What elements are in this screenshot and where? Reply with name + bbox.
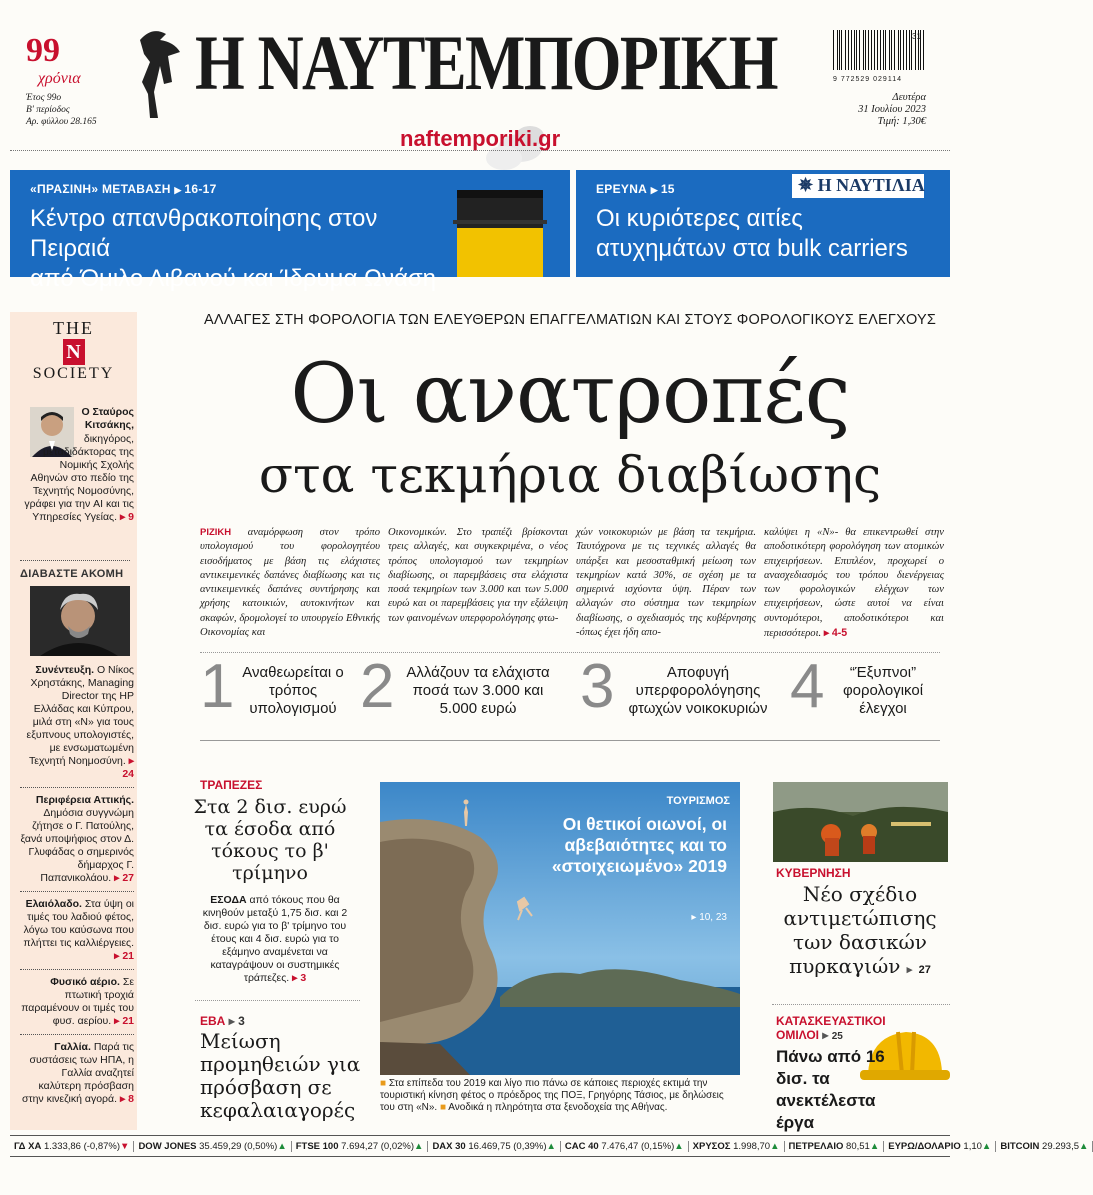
ticker-value: 1,10	[963, 1140, 982, 1152]
key-point	[360, 652, 570, 724]
columnist-page: 9	[128, 511, 134, 523]
ticker-item	[134, 1141, 291, 1152]
read-more-item-text: Παρά τις συστάσεις των ΗΠΑ, η Γαλλία αναζητεί καλύτερη πρόσβαση στην κινεζική αγορά.	[21, 1041, 134, 1105]
eva-headline[interactable]: Μείωση προμηθειών για πρόσβαση σε κεφαλαιαγορές	[200, 1029, 361, 1122]
columnist-blurb[interactable]: δικηγόρος, μεταδιδάκτορας της Νομικής Σχολής Αθηνών στο πεδίο της Τεχνητής Νομοσύνης, γράφει για την AI και τις Υπηρεσίες Υγείας. ▸ 9	[24, 433, 134, 523]
society-the: THE	[53, 318, 94, 338]
barcode-bar	[889, 30, 890, 70]
ticker-label: BITCOIN	[1000, 1140, 1040, 1152]
key-point-number: 4	[790, 652, 825, 721]
masthead	[0, 0, 960, 162]
construction-tag: ΚΑΤΑΣΚΕΥΑΣΤΙΚΟΙ ΟΜΙΛΟΙ ▸ 25	[776, 1014, 886, 1042]
right-divider	[772, 1004, 950, 1005]
ticker-item	[561, 1141, 689, 1152]
banks-body: ΕΣΟΔΑ από τόκους που θα κινηθούν μεταξύ 1,75 δισ. και 2 δισ. ευρώ για το β' τρίμηνο του έτους και 4 δισ. ευρώ για το εξάμηνο αναμένεται να καταγράψουν οι συστημικές τράπεζες. ▸ 3	[202, 894, 348, 984]
ticker-value: 1.998,70	[733, 1140, 771, 1152]
story-column-4: καλύψει η «Ν»- θα επικεντρωθεί στην αποδοτικότερη φορολόγηση των ατομικών επιχειρήσεων. Επιπλέον, προχωρεί ο ανασχεδιασμός του τρόπου διενέργειας των φορολογικών ελέγχων των επιχειρήσεων, ώστε αυτοί να είναι συντομότεροι, αποδοτικότεροι και περισσότεροι. ▸ 4-5	[764, 527, 944, 640]
story-lead-word: ΡΙΖΙΚΗ	[200, 527, 232, 538]
arrow-right-icon: ▸	[691, 912, 697, 923]
society-word: SOCIETY	[32, 365, 115, 382]
ticker-item	[996, 1141, 1093, 1152]
story-page: 4-5	[831, 627, 848, 640]
read-more-item-title: Φυσικό αέριο.	[50, 976, 120, 988]
date-block	[800, 92, 926, 128]
read-more-item-page: 21	[122, 1015, 134, 1027]
barcode-bar	[833, 30, 834, 70]
ticker-value: 35.459,29 (0,50%)	[199, 1140, 278, 1152]
story-column-3: χών νοικοκυριών με βάση τα τεκμήρια. Ταυτόχρονα με τις τεχνικές αλλαγές θα υπάρξει και μεσοσταθμική μείωση των τεκμηρίων κατά 30%, σε σχέση με τα σημερινά ισχύοντα ύψη. Πέραν των αλλαγών στο σύστημα των τεκμηρίων διαβίωσης, ο σχεδιασμός της κυβέρνησης -όπως έχει ήδη απο-	[576, 527, 756, 639]
read-more-item[interactable]	[20, 794, 134, 892]
arrow-down-icon: ▼	[120, 1140, 130, 1152]
key-point-text: Αποφυγή υπερφορολόγησης φτωχών νοικοκυριών	[628, 664, 768, 717]
anniversary-number: 99	[26, 32, 60, 69]
ticker-item	[884, 1141, 996, 1152]
arrow-up-icon: ▲	[674, 1140, 684, 1152]
issue-price: Τιμή: 1,30€	[877, 116, 926, 127]
arrow-right-icon: ▶	[174, 185, 185, 195]
banner-tag-label: ΕΡΕΥΝΑ	[596, 182, 648, 196]
columnist-name: Ο Σταύρος Κιτσάκης,	[81, 406, 134, 431]
read-more-item-text: Ο Νίκος Χρηστάκης, Managing Director της HP Ελλάδας και Κύπρου, μιλά στη «Ν» για τους εξυπνους υπολογιστές, με ενσωματωμένη Τεχνητή Νοημοσύνη.	[26, 664, 134, 767]
barcode-bar	[903, 30, 904, 70]
wildfire-photo	[773, 782, 948, 862]
ticker-item	[10, 1141, 134, 1152]
arrow-right-icon: ▸	[119, 511, 126, 523]
ticker-label: ΧΡΥΣΟΣ	[692, 1140, 731, 1152]
ship-wheel-icon: ✵	[798, 175, 814, 195]
key-point-text: “Έξυπνοι” φορολογικοί έλεγχοι	[842, 664, 924, 717]
ticker-item	[785, 1141, 885, 1152]
main-subheadline[interactable]: στα τεκμήρια διαβίωσης	[258, 446, 882, 504]
arrow-up-icon: ▲	[277, 1140, 287, 1152]
banner-title	[596, 204, 946, 264]
read-more-item-title: Περιφέρεια Αττικής.	[35, 794, 134, 806]
ticker-item	[428, 1141, 560, 1152]
tourism-page: ▸ 10, 23	[691, 912, 727, 923]
ship-funnel-image	[445, 190, 555, 277]
ticker-value: 7.694,27 (0,02%)	[341, 1140, 415, 1152]
barcode-bar	[880, 30, 881, 70]
read-more-item-page: 27	[122, 872, 134, 884]
arrow-right-icon: ▸	[823, 628, 830, 640]
shipping-section-label	[792, 174, 924, 198]
read-more-item[interactable]	[20, 898, 134, 970]
barcode-bar	[894, 30, 895, 70]
arrow-up-icon: ▲	[546, 1140, 556, 1152]
ticker-label: CAC 40	[564, 1140, 599, 1152]
banner-tag	[30, 182, 217, 196]
arrow-up-icon: ▲	[414, 1140, 424, 1152]
read-more-heading: ΔΙΑΒΑΣΤΕ ΑΚΟΜΗ	[20, 568, 124, 580]
read-more-item-title: Συνέντευξη.	[35, 664, 95, 676]
banner-page: 16-17	[184, 182, 217, 196]
interview-photo	[30, 586, 130, 656]
read-more-item-page: 21	[122, 950, 134, 962]
issue-day: Δευτέρα	[892, 92, 926, 103]
barcode-bar	[868, 30, 869, 70]
government-headline[interactable]: Νέο σχέδιο αντιμετώπισης των δασικών πυρκαγιών ▸ 27	[783, 882, 937, 978]
issue-year: Έτος 99ο	[26, 93, 62, 103]
issue-date: 31 Ιουλίου 2023	[858, 104, 926, 115]
arrow-right-icon: ▸	[906, 964, 913, 976]
issue-number: Αρ. φύλλου 28.165	[26, 117, 97, 127]
anniversary-label: χρόνια	[38, 70, 81, 87]
banner-page: 15	[660, 182, 675, 196]
ticker-label: DAX 30	[432, 1140, 466, 1152]
ticker-label: ΓΔ ΧΑ	[14, 1140, 42, 1152]
banner-title-line1: Οι κυριότερες αιτίες	[596, 205, 803, 232]
banner-title-line2: από Όμιλο Λιβανού και Ίδρυμα Ωνάση	[30, 265, 436, 292]
ticker-value: 29.293,5	[1042, 1140, 1080, 1152]
tourism-caption: ■ Στα επίπεδα του 2019 και λίγο πιο πάνω σε κάποιες περιοχές εκτιμά την τουριστική κίνηση φέτος ο πρόεδρος της ΠΟΞ, Γρηγόρης Τάσιος, με δηλώσεις του στη «Ν». ■ Ανοδικά η πληρότητα στα ξενοδοχεία της Αθήνας.	[380, 1078, 724, 1113]
issue-info	[26, 92, 97, 128]
key-point-text: Αλλάζουν τα ελάχιστα ποσά των 3.000 και 5.000 ευρώ	[406, 664, 550, 717]
arrow-right-icon: ▸	[822, 1028, 829, 1042]
website-link[interactable]: naftemporiki.gr	[400, 126, 561, 151]
arrow-right-icon: ▸	[114, 950, 120, 962]
arrow-right-icon: ▸	[292, 972, 298, 984]
ticker-item	[689, 1141, 785, 1152]
masthead-divider	[10, 150, 950, 151]
issue-period: Β' περίοδος	[26, 105, 70, 115]
banks-headline[interactable]: Στα 2 δισ. ευρώ τα έσοδα από τόκους το β' τρίμηνο	[193, 796, 347, 884]
banks-tag: ΤΡΑΠΕΖΕΣ	[200, 778, 263, 792]
banks-lead-word: ΕΣΟΔΑ	[210, 894, 247, 906]
bullet-square-icon: ■	[439, 1102, 447, 1113]
arrow-up-icon: ▲	[869, 1140, 880, 1152]
key-point	[200, 652, 360, 724]
arrow-up-icon: ▲	[1079, 1140, 1089, 1152]
construction-page: 25	[831, 1031, 843, 1042]
arrow-right-icon: ▸	[128, 755, 134, 767]
arrow-up-icon: ▲	[981, 1140, 992, 1152]
construction-headline[interactable]: Πάνω από 16 δισ. τα ανεκτέλεστα έργα	[776, 1047, 885, 1132]
key-point-number: 3	[580, 652, 615, 721]
ticker-label: FTSE 100	[295, 1140, 339, 1152]
ticker-value: 7.476,47 (0,15%)	[601, 1140, 675, 1152]
society-logo	[10, 318, 137, 383]
read-more-item-title: Ελαιόλαδο.	[25, 898, 82, 910]
eva-page: 3	[238, 1014, 245, 1028]
barcode-bar	[856, 30, 857, 70]
barcode-bar	[859, 30, 860, 70]
banner-title	[30, 204, 450, 294]
barcode-number: 9 772529 029114	[833, 76, 902, 83]
main-story-kicker: ΑΛΛΑΓΕΣ ΣΤΗ ΦΟΡΟΛΟΓΙΑ ΤΩΝ ΕΛΕΥΘΕΡΩΝ ΕΠΑΓΓΕΛΜΑΤΙΩΝ ΚΑΙ ΣΤΟΥΣ ΦΟΡΟΛΟΓΙΚΟΥΣ ΕΛΕΓΧΟΥΣ	[203, 312, 937, 328]
arrow-right-icon: ▸	[114, 1015, 120, 1027]
society-n: N	[63, 339, 85, 365]
read-more-item-text: Δημόσια συγγνώμη ζήτησε ο Γ. Πατούλης, ξανά υποψήφιος στον Δ. Γλυφάδας ο σημερινός δήμαρχος Γ. Παπανικολάου.	[20, 807, 134, 884]
banner-tag	[596, 182, 675, 196]
ticker-value: 16.469,75 (0,39%)	[468, 1140, 547, 1152]
read-more-item[interactable]	[20, 664, 134, 788]
arrow-right-icon: ▸	[228, 1014, 235, 1028]
arrow-right-icon: ▶	[650, 185, 661, 195]
banks-page: 3	[300, 972, 307, 984]
key-point-number: 1	[200, 652, 235, 721]
ticker-label: DOW JONES	[138, 1140, 197, 1152]
key-point	[580, 652, 790, 724]
points-top-divider	[200, 652, 940, 653]
government-tag: ΚΥΒΕΡΝΗΣΗ	[776, 866, 851, 880]
bullet-square-icon: ■	[380, 1078, 387, 1089]
banner-title-line2: ατυχημάτων στα bulk carriers	[596, 235, 908, 262]
points-bottom-divider	[200, 740, 940, 741]
eva-tag: ΕΒΑ ▸ 3	[200, 1014, 245, 1028]
ticker-value: 1.333,86 (-0,87%)	[43, 1140, 121, 1152]
read-more-item[interactable]	[20, 1041, 134, 1112]
read-more-list	[20, 664, 134, 1118]
read-more-item-title: Γαλλία.	[54, 1041, 91, 1053]
banner-tag-label: «ΠΡΑΣΙΝΗ» ΜΕΤΑΒΑΣΗ	[30, 182, 171, 196]
banner-title-line1: Κέντρο απανθρακοποίησης στον Πειραιά	[30, 205, 378, 262]
sidebar-divider	[20, 560, 130, 561]
newspaper-title: Η ΝΑΥΤΕΜΠΟΡΙΚΗ	[195, 19, 777, 106]
barcode-bar	[923, 30, 924, 70]
barcode-issue: 31	[912, 32, 921, 41]
government-page: 27	[918, 964, 931, 976]
read-more-item-page: 8	[128, 1093, 134, 1105]
read-more-item-page: 24	[122, 768, 134, 780]
ticker-label: ΠΕΤΡΕΛΑΙΟ	[788, 1140, 844, 1152]
ticker-item	[292, 1141, 429, 1152]
ticker-label: ΕΥΡΩ/ΔΟΛΑΡΙΟ	[888, 1140, 961, 1152]
story-column-2: Οικονομικών. Στο τραπέζι βρίσκονται τρεις αλλαγές, και συγκεκριμένα, ο νέος τρόπος υπολογισμού των τεκμηρίων διαβίωσης, οι παρεμβάσεις στα ελάχιστα ποσά τεκμηρίων των 3.000 και των 5.000 ευρώ και οι παρεμβάσεις για την εξάλειψη των φαινομένων υπερφορολόγησης φτω-	[388, 527, 568, 624]
arrow-right-icon: ▸	[119, 1093, 126, 1105]
shipping-section-text: Η ΝΑΥΤΙΛΙΑ	[817, 175, 925, 195]
key-points	[200, 654, 940, 726]
read-more-item[interactable]	[20, 976, 134, 1035]
tourism-tag: ΤΟΥΡΙΣΜΟΣ	[666, 795, 730, 807]
market-ticker	[10, 1135, 1089, 1157]
key-point-number: 2	[360, 652, 395, 721]
story-column-1: ΡΙΖΙΚΗ αναμόρφωση στον τρόπο υπολογισμού του φορολογητέου εισοδήματος με βάση τις ελάχιστες αντικειμενικές δαπάνες διαβίωσης και τις αντικειμενικές δαπάνες συντήρησης και χρήσης κατοικιών, αυτοκινήτων και σκαφών, δρομολογεί το υπουργείο Εθνικής Οικονομίας και	[200, 527, 380, 639]
barcode-bar	[909, 30, 910, 70]
key-point-text: Αναθεωρείται ο τρόπος υπολογισμού	[242, 664, 344, 717]
ticker-value: 80,51	[846, 1140, 870, 1152]
barcode-bar	[848, 30, 849, 70]
key-point	[790, 652, 950, 724]
arrow-up-icon: ▲	[770, 1140, 780, 1152]
arrow-right-icon: ▸	[114, 872, 120, 884]
banks-divider	[195, 1000, 360, 1001]
main-headline[interactable]: Οι ανατροπές	[290, 347, 850, 442]
read-more-item-text: Σε πτωτική τροχιά παραμένουν οι τιμές του φυσ. αερίου.	[21, 976, 134, 1027]
read-more-item-text: Στα ύψη οι τιμές του λαδιού φέτος, λόγω του καύσωνα που πλήττει τις καλλιέργειες.	[23, 898, 134, 949]
hermes-logo-icon	[130, 22, 190, 122]
barcode-bar	[841, 30, 842, 70]
tourism-headline[interactable]: Οι θετικοί οιωνοί, οι αβεβαιότητες και το «στοιχειωμένο» 2019	[551, 814, 727, 876]
barcode-bar	[874, 30, 875, 70]
